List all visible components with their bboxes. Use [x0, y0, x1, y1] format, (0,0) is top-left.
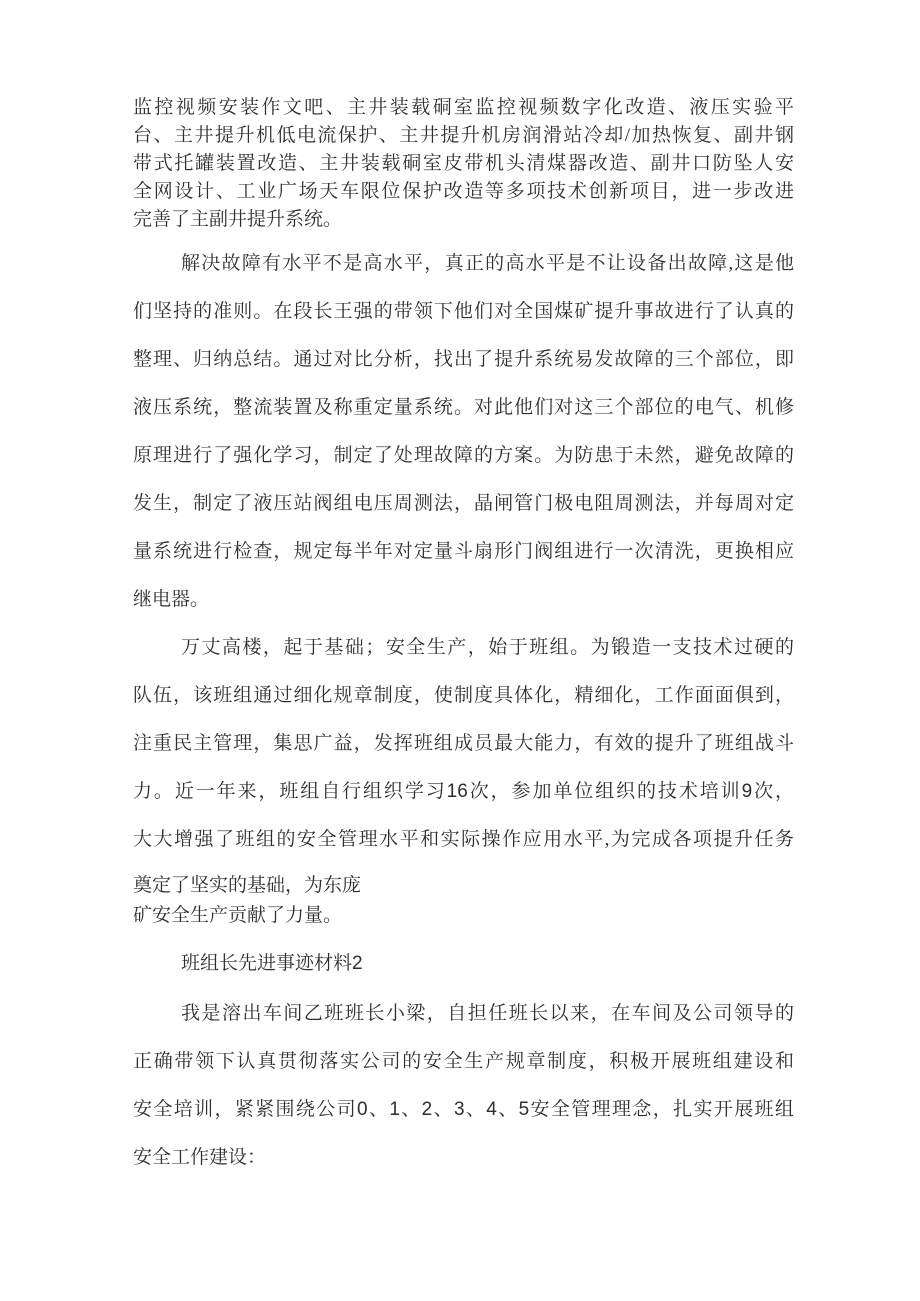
text-line: 我是溶出车间乙班班长小梁，自担任班长以来，在车间及公司领导的	[181, 1003, 794, 1024]
text-line: 完善了主副井提升系统。	[133, 209, 343, 230]
paragraph-1	[133, 94, 794, 234]
text-line: 量系统进行检查，规定每半年对定量斗扇形门阀组进行一次清洗，更换相应	[133, 541, 794, 562]
text-line: 班组长先进事迹材料2	[181, 953, 363, 974]
paragraph-3-tail	[133, 871, 794, 931]
numeral: 16	[446, 781, 468, 802]
text-line: 大大增强了班组的安全管理水平和实际操作应用水平,为完成各项提升任务	[133, 829, 794, 850]
text-line: 液压系统，整流装置及称重定量系统。对此他们对这三个部位的电气、机修	[133, 397, 794, 418]
text-block	[133, 0, 794, 1182]
numeral: 5	[518, 1099, 530, 1120]
text-line: 带式托罐装置改造、主井装载硐室皮带机头清煤器改造、副井口防坠人安	[133, 153, 794, 174]
section-heading-2	[133, 940, 794, 988]
text-line: 正确带领下认真贯彻落实公司的安全生产规章制度，积极开展班组建设和	[133, 1051, 794, 1072]
text-line: 安全工作建设：	[133, 1147, 267, 1168]
numeral: 1	[389, 1099, 400, 1120]
paragraph-3	[133, 624, 794, 864]
text-line: 力。近一年来，班组自行组织学习16次，参加单位组织的技术培训9次，	[133, 781, 794, 802]
numeral: 2	[352, 953, 363, 974]
text-line: 监控视频安装作文吧、主井装载硐室监控视频数字化改造、液压实验平	[133, 97, 794, 118]
paragraph-4	[133, 990, 794, 1182]
numeral: 0	[357, 1099, 368, 1120]
text-line: 原理进行了强化学习，制定了处理故障的方案。为防患于未然，避免故障的	[133, 445, 794, 466]
text-line: 发生，制定了液压站阀组电压周测法，晶闸管门极电阻周测法，并每周对定	[133, 493, 794, 514]
text-line: 们坚持的准则。在段长王强的带领下他们对全国煤矿提升事故进行了认真的	[133, 301, 794, 322]
text-line: 安全培训，紧紧围绕公司0、1、2、3、4、5安全管理理念，扎实开展班组	[133, 1099, 794, 1120]
text-line: 队伍，该班组通过细化规章制度，使制度具体化，精细化，工作面面俱到，	[133, 685, 794, 706]
text-line: 继电器。	[133, 589, 210, 610]
text-line: 台、主井提升机低电流保护、主井提升机房润滑站冷却/加热恢复、副井钢	[133, 125, 794, 146]
text-line: 万丈高楼，起于基础；安全生产，始于班组。为锻造一支技术过硬的	[181, 637, 794, 658]
text-line: 全网设计、工业广场天车限位保护改造等多项技术创新项目，进一步改进	[133, 181, 794, 202]
numeral: 2	[421, 1099, 433, 1120]
text-line: 奠定了坚实的基础，为东庞	[133, 875, 362, 896]
text-line: 整理、归纳总结。通过对比分析，找出了提升系统易发故障的三个部位，即	[133, 349, 794, 370]
paragraph-2	[133, 240, 794, 624]
text-line: 解决故障有水平不是高水平，真正的高水平是不让设备出故障,这是他	[181, 253, 794, 274]
text-line: 矿安全生产贡献了力量。	[133, 905, 343, 926]
numeral: 4	[486, 1099, 497, 1120]
numeral: 9	[741, 781, 753, 802]
text-line: 注重民主管理，集思广益，发挥班组成员最大能力，有效的提升了班组战斗	[133, 733, 794, 754]
numeral: 3	[453, 1099, 465, 1120]
